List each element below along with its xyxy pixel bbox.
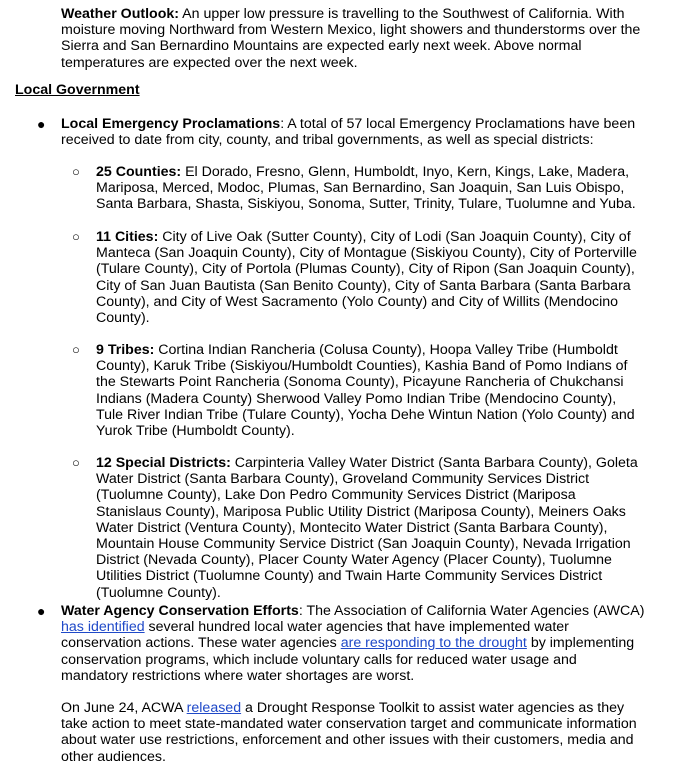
conservation-text: several hundred local water agencies that have implemented water conservation actions. These water agencies bbox=[61, 619, 569, 652]
list-item-label: 9 Tribes: bbox=[96, 342, 155, 358]
weather-outlook-text: An upper low pressure is travelling to the Southwest of California. With moisture moving Northward from Western Mexico, light showers and thunderstorms over the Sierra and San Bernardino Mountains are expected early next week. Above normal temperatures are expected over the next week. bbox=[61, 6, 641, 71]
list-item-text: City of Live Oak (Sutter County), City of Lodi (San Joaquin County), City of Manteca (San Joaquin County), City of Montague (Siskiyou County), City of Porterville (Tulare County), City of Portola (Plumas County), City of Ripon (San Joaquin County), City of San Juan Bautista (San Benito County), City of Santa Barbara (Santa Barbara County), and City of West Sacramento (Yolo County) and City of Willits (Mendocino County). bbox=[96, 229, 637, 327]
bullet-icon: ● bbox=[37, 116, 46, 132]
responding-to-drought-link[interactable]: are responding to the drought bbox=[340, 635, 527, 652]
list-item bbox=[96, 164, 644, 213]
circle-bullet-icon: ○ bbox=[72, 342, 80, 357]
list-item bbox=[96, 229, 644, 326]
list-item-label: 12 Special Districts: bbox=[96, 455, 231, 471]
conservation-text: : The Association of California Water Agencies (AWCA) bbox=[298, 603, 645, 619]
list-item-text: Cortina Indian Rancheria (Colusa County), Hoopa Valley Tribe (Humboldt County), Karuk Tribe (Siskiyou/Humboldt Counties), Kashia Band of Pomo Indians of the Stewarts Point Rancheria (Sonoma County), Picayune Rancheria of Chukchansi Indians (Madera County) Sherwood Valley Pomo Indian Tribe (Mendocino County), Tule River Indian Tribe (Tulare County), Yocha Dehe Wintun Nation (Yolo County) and Yurok Tribe (Humboldt County). bbox=[96, 342, 635, 440]
list-item bbox=[96, 455, 644, 601]
conservation-text: by implementing conservation programs, which include voluntary calls for reduced water usage and mandatory restrictions where water shortages are worst. bbox=[61, 635, 635, 684]
circle-bullet-icon: ○ bbox=[72, 164, 80, 179]
conservation-label: Water Agency Conservation Efforts bbox=[61, 603, 299, 619]
list-item-text: El Dorado, Fresno, Glenn, Humboldt, Inyo, Kern, Kings, Lake, Madera, Mariposa, Merced, Modoc, Plumas, San Bernardino, San Joaquin, San Luis Obispo, Santa Barbara, Shasta, Siskiyou, Sonoma, Sutter, Trinity, Tulare, Tuolumne and Yuba. bbox=[96, 164, 636, 213]
proclamations-text: : A total of 57 local Emergency Proclamations have been received to date from city, county, and tribal governments, as well as special districts: bbox=[61, 116, 636, 149]
has-identified-link[interactable]: has identified bbox=[61, 619, 145, 636]
released-link[interactable]: released bbox=[186, 700, 242, 716]
acwa-paragraph bbox=[61, 700, 645, 765]
section-heading: Local Government bbox=[15, 82, 140, 98]
weather-outlook-label: Weather Outlook: bbox=[61, 6, 179, 22]
list-item bbox=[96, 342, 644, 439]
conservation-paragraph bbox=[61, 603, 645, 684]
proclamations-paragraph bbox=[61, 116, 641, 148]
list-item-text: Carpinteria Valley Water District (Santa Barbara County), Goleta Water District (Santa Barbara County), Groveland Community Services District (Tuolumne County), Lake Don Pedro Community Services District (Mariposa Stanislaus County), Mariposa Public Utility District (Mariposa County), Meiners Oaks Water District (Ventura County), Montecito Water District (Santa Barbara County), Mountain House Community Service District (San Joaquin County), Nevada Irrigation District (Nevada County), Placer County Water Agency (Placer County), Tuolumne Utilities District (Tuolumne County) and Twain Harte Community Services District (Tuolumne County). bbox=[96, 455, 638, 601]
circle-bullet-icon: ○ bbox=[72, 455, 80, 470]
acwa-text: On June 24, ACWA bbox=[61, 700, 187, 716]
list-item-label: 11 Cities: bbox=[96, 229, 159, 245]
proclamations-label: Local Emergency Proclamations bbox=[61, 116, 281, 132]
acwa-text: a Drought Response Toolkit to assist water agencies as they take action to meet state-mandated water conservation target and communicate information about water use restrictions, enforcement and other issues with their customers, media and other audiences. bbox=[61, 700, 637, 765]
list-item-label: 25 Counties: bbox=[96, 164, 182, 180]
circle-bullet-icon: ○ bbox=[72, 229, 80, 244]
bullet-icon: ● bbox=[37, 603, 46, 619]
weather-outlook-paragraph bbox=[61, 6, 641, 71]
